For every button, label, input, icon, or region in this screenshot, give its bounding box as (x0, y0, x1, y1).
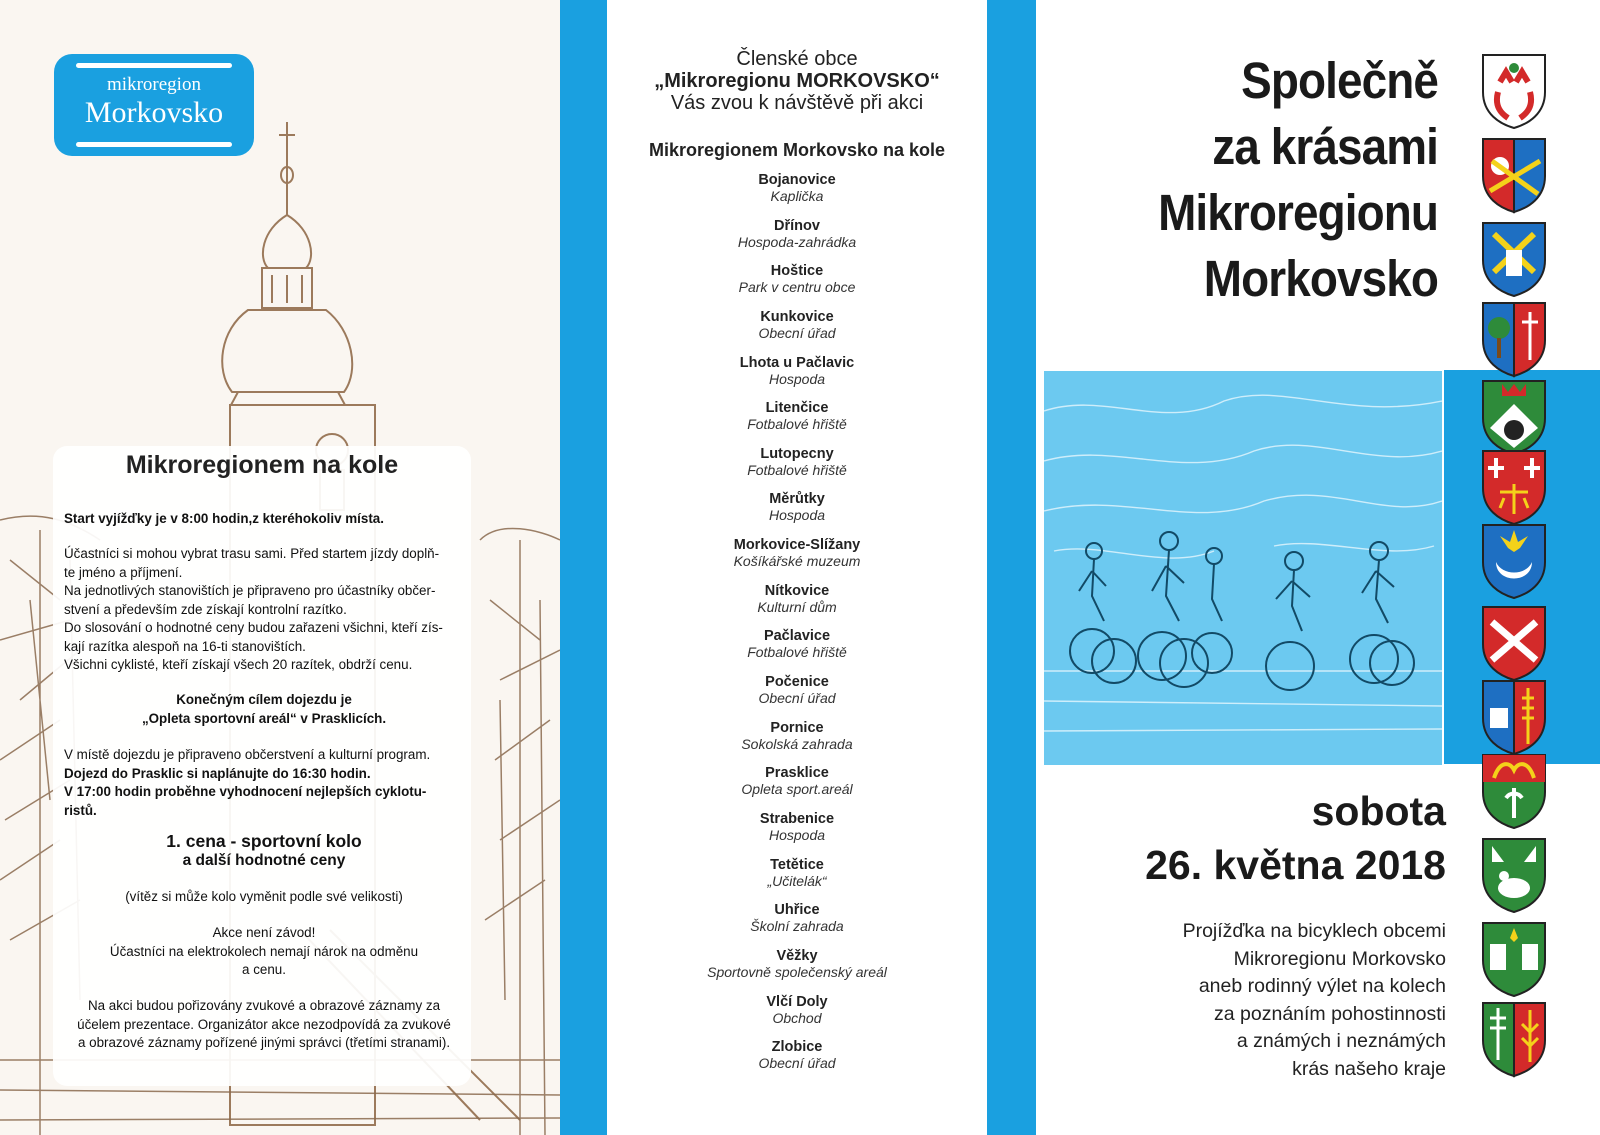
event-name: Mikroregionem Morkovsko na kole (648, 140, 946, 160)
stop-item (607, 994, 987, 1040)
stop-place: Obchod (772, 1009, 822, 1026)
stop-place: Park v centru obce (738, 279, 856, 296)
stop-item (607, 674, 987, 720)
stop-place: Sokolská zahrada (741, 735, 853, 752)
info-line: Do slosování o hodnotné ceny budou zařazeni všichni, kteří zís- (64, 620, 443, 635)
desc-line: Mikroregionu Morkovsko (1233, 947, 1446, 970)
coat-of-arms-icon (1480, 752, 1548, 830)
stop-name: Uhřice (774, 902, 820, 919)
stop-name: Strabenice (759, 810, 835, 827)
coat-of-arms-icon (1480, 448, 1548, 526)
media-line: a obrazové záznamy pořízené jinými správci (třetími stranami). (77, 1035, 451, 1050)
info-line: kají razítka alespoň na 16-ti stanovištích. (64, 638, 306, 654)
desc-line: a známých i neznámých (1236, 1030, 1446, 1053)
stop-place: Kulturní dům (757, 598, 837, 615)
desc-line: krás našeho kraje (1292, 1057, 1446, 1080)
stop-name: Zlobice (771, 1039, 823, 1056)
middle-panel (607, 0, 987, 1135)
event-date: 26. května 2018 (1145, 842, 1446, 888)
stop-item (607, 583, 987, 629)
stop-item (607, 720, 987, 766)
cyclists-illustration (1044, 371, 1442, 765)
stop-name: Vlčí Doly (766, 993, 828, 1010)
info-box (53, 446, 471, 1086)
cyclists-photo (1044, 371, 1442, 765)
prize-line: a další hodnotné ceny (182, 852, 346, 869)
coat-of-arms-icon (1480, 522, 1548, 600)
blue-stripe-right (987, 0, 1036, 1135)
stop-item (607, 263, 987, 309)
coat-of-arms-icon (1480, 300, 1548, 378)
left-panel (0, 0, 560, 1135)
stop-name: Prasklice (765, 765, 829, 782)
members-heading: Členské obce (736, 48, 858, 70)
logo-line-1: mikroregion (107, 74, 201, 95)
mikroregion-logo (54, 54, 254, 156)
stop-item (607, 537, 987, 583)
stop-name: Měrůtky (769, 491, 825, 508)
stop-place: Obecní úřad (758, 324, 836, 341)
logo-line-2: Morkovsko (84, 96, 224, 129)
stop-item (607, 218, 987, 264)
desc-line: aneb rodinný výlet na kolech (1198, 975, 1446, 998)
stop-item (607, 400, 987, 446)
stop-place: Košíkářské muzeum (733, 553, 861, 570)
coat-of-arms-icon (1480, 836, 1548, 914)
stop-place: Kaplička (770, 188, 824, 204)
stop-item (607, 172, 987, 218)
stop-name: Pačlavice (763, 628, 831, 645)
stop-name: Počenice (765, 674, 829, 691)
desc-line: Projížďka na bicyklech obcemi (1182, 920, 1446, 942)
title-line: Mikroregionu (1158, 184, 1438, 241)
stop-item (607, 491, 987, 537)
event-day: sobota (1311, 788, 1446, 834)
coat-of-arms-icon (1480, 678, 1548, 756)
stop-item (607, 628, 987, 674)
stop-item (607, 1039, 987, 1085)
race-line: Akce není závod! (212, 925, 316, 940)
stop-place: „Učitelák“ (767, 872, 827, 889)
coat-of-arms-icon (1480, 604, 1548, 682)
title-line: Morkovsko (1203, 250, 1438, 307)
stop-place: Obecní úřad (758, 1055, 836, 1072)
members-invite: Vás zvou k návštěvě při akci (670, 92, 924, 114)
stop-place: Školní zahrada (750, 918, 844, 935)
stop-item (607, 309, 987, 355)
info-line: Dojezd do Prasklic si naplánujte do 16:30 hodin. (64, 765, 371, 781)
stop-item (607, 857, 987, 903)
stop-item (607, 948, 987, 994)
stop-name: Lutopecny (760, 445, 834, 462)
stop-place: Fotbalové hřiště (747, 416, 847, 433)
blue-stripe-left (560, 0, 607, 1135)
title-line: Společně (1241, 52, 1438, 109)
prize-line: 1. cena - sportovní kolo (166, 831, 362, 851)
stop-place: Hospoda (768, 507, 826, 524)
coat-of-arms-icon (1480, 378, 1548, 456)
stop-name: Litenčice (765, 400, 829, 417)
coat-of-arms-icon (1480, 52, 1548, 130)
right-panel (1036, 0, 1600, 1135)
stop-item (607, 811, 987, 857)
info-line: Všichni cyklisté, kteří získají všech 20 razítek, obdrží cenu. (64, 657, 413, 672)
members-region: „Mikroregionu MORKOVSKO“ (654, 70, 940, 92)
stop-name: Nítkovice (764, 582, 830, 599)
stop-place: Sportovně společenský areál (707, 963, 887, 980)
stop-name: Hoštice (770, 263, 824, 280)
stop-item (607, 765, 987, 811)
goal-line: „Opleta sportovní areál“ v Prasklicích. (141, 711, 387, 726)
stop-name: Bojanovice (758, 172, 836, 188)
main-title (1078, 48, 1438, 312)
info-line: te jméno a příjmení. (64, 564, 183, 580)
title-line: za krásami (1212, 118, 1438, 175)
event-description (1066, 918, 1446, 1084)
note-line: (vítěz si může kolo vyměnit podle své velikosti) (125, 889, 403, 904)
stop-place: Opleta sport.areál (741, 781, 853, 798)
stop-name: Dřínov (774, 217, 820, 234)
stop-name: Věžky (776, 947, 818, 964)
stop-place: Hospoda (768, 826, 826, 843)
goal-line: Konečným cílem dojezdu je (176, 692, 352, 707)
info-line: Účastníci si mohou vybrat trasu sami. Před startem jízdy doplň- (64, 546, 440, 561)
stop-place: Hospoda (768, 370, 826, 387)
stop-item (607, 355, 987, 401)
start-text: Start vyjížďky je v 8:00 hodin,z kteréhokoliv místa. (64, 511, 384, 526)
stop-place: Fotbalové hřiště (747, 644, 847, 661)
stop-name: Lhota u Pačlavic (739, 354, 855, 371)
race-line: Účastníci na elektrokolech nemají nárok na odměnu (109, 943, 419, 959)
stop-name: Tetětice (770, 856, 824, 873)
media-line: Na akci budou pořizovány zvukové a obrazové záznamy za (87, 998, 441, 1013)
info-line: ristů. (64, 802, 97, 818)
coat-of-arms-icon (1480, 920, 1548, 998)
stop-item (607, 446, 987, 492)
coat-of-arms-icon (1480, 220, 1548, 298)
stop-place: Obecní úřad (758, 690, 836, 707)
stop-place: Hospoda-zahrádka (737, 233, 857, 250)
stop-place: Fotbalové hřiště (747, 461, 847, 478)
race-line: a cenu. (242, 962, 286, 977)
stop-name: Kunkovice (760, 308, 834, 325)
stops-list (607, 172, 987, 1085)
info-line: V místě dojezdu je připraveno občerstvení a kulturní program. (64, 747, 431, 762)
info-line: stvení a především zde získají kontrolní razítko. (64, 601, 347, 617)
info-line: Na jednotlivých stanovištích je připraveno pro účastníky občer- (64, 583, 436, 598)
info-line: V 17:00 hodin proběhne vyhodnocení nejlepších cyklotu- (64, 784, 427, 799)
media-line: účelem prezentace. Organizátor akce nezodpovídá za zvukové (77, 1016, 451, 1032)
desc-line: za poznáním pohostinnosti (1214, 1002, 1446, 1025)
stop-name: Pornice (770, 719, 824, 736)
info-title: Mikroregionem na kole (125, 451, 399, 479)
coat-of-arms-icon (1480, 1000, 1548, 1078)
stop-item (607, 902, 987, 948)
coat-of-arms-icon (1480, 136, 1548, 214)
stop-name: Morkovice-Slížany (733, 537, 861, 554)
